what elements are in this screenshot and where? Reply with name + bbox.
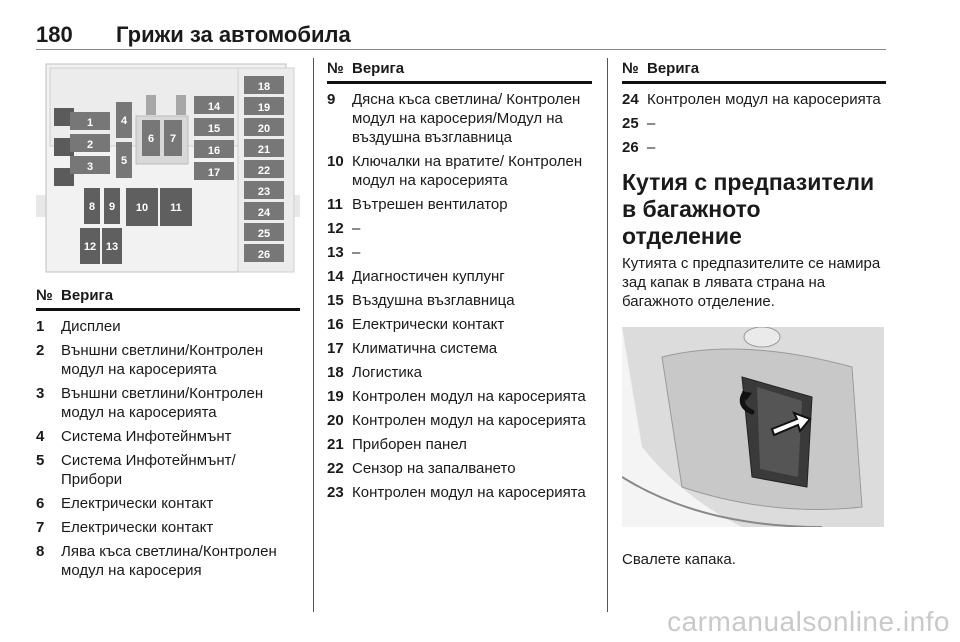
fuse-label: 9 <box>108 201 116 213</box>
fuse-17 <box>194 162 234 180</box>
fuse-15 <box>194 118 234 136</box>
fuse-14 <box>194 96 234 114</box>
fuse-label: 23 <box>257 186 271 198</box>
table-row <box>622 90 886 109</box>
fuse-25 <box>244 223 284 241</box>
circuit-description: Приборен панел <box>352 436 467 453</box>
fuse-number: 20 <box>327 412 344 429</box>
fuse-label: 26 <box>257 249 271 261</box>
fuse-number: 17 <box>327 340 344 357</box>
circuit-description: Система Инфотейнмънт <box>61 428 232 445</box>
fuse-7 <box>164 120 182 156</box>
circuit-description: Климатична система <box>352 340 498 357</box>
circuit-heading: Верига <box>647 60 700 77</box>
column-2 <box>327 60 592 507</box>
table-row <box>622 138 886 157</box>
fuse-2 <box>70 134 110 152</box>
fuse-11 <box>160 188 192 226</box>
fuse-number: 9 <box>327 91 336 108</box>
circuit-description: Контролен модул на каросерията <box>352 484 586 501</box>
column-divider-2 <box>607 58 608 612</box>
trunk-photo <box>622 327 884 527</box>
fuse-number: 3 <box>36 385 45 402</box>
circuit-heading: Верига <box>352 60 405 77</box>
watermark: carmanualsonline.info <box>667 606 950 637</box>
fuse-label: 17 <box>207 167 221 179</box>
table-header <box>327 60 592 84</box>
column-3 <box>622 60 886 568</box>
circuit-description: Диагностичен куплунг <box>352 268 505 285</box>
num-heading: № <box>622 60 639 77</box>
table-row <box>36 427 300 446</box>
table-row <box>36 384 300 422</box>
table-row <box>327 291 592 310</box>
circuit-description: Ключалки на вратите/ Контролен модул на каросерията <box>352 153 583 189</box>
table-row <box>327 219 592 238</box>
fuse-18 <box>244 76 284 94</box>
circuit-description: Сензор на запалването <box>352 460 516 477</box>
fuse-list-1 <box>36 317 300 580</box>
fuse-number: 4 <box>36 428 45 445</box>
fuse-list-2 <box>327 90 592 502</box>
fuse-8 <box>84 188 100 224</box>
fuse-number: 16 <box>327 316 344 333</box>
table-header <box>622 60 886 84</box>
table-row <box>327 267 592 286</box>
circuit-description: Логистика <box>352 364 423 381</box>
table-row <box>36 542 300 580</box>
fuse-label: 16 <box>207 145 221 157</box>
chapter-title: Грижи за автомобила <box>116 22 351 47</box>
fuse-number: 25 <box>622 115 639 132</box>
fuse-label: 19 <box>257 102 271 114</box>
fuse-label: 14 <box>207 101 221 113</box>
column-1 <box>36 60 300 585</box>
fuse-6 <box>142 120 160 156</box>
fuse-20 <box>244 118 284 136</box>
circuit-description: Контролен модул на каросерията <box>647 91 881 108</box>
fuse-number: 19 <box>327 388 344 405</box>
circuit-description: Система Инфотейнмънт/ Прибори <box>61 452 236 488</box>
circuit-description: – <box>352 244 361 261</box>
circuit-description: Електрически контакт <box>61 495 214 512</box>
fuse-number: 15 <box>327 292 344 309</box>
circuit-description: – <box>352 220 361 237</box>
fuse-label: 8 <box>88 201 96 213</box>
fuse-9 <box>104 188 120 224</box>
table-row <box>327 195 592 214</box>
num-heading: № <box>327 60 344 77</box>
fuse-12 <box>80 228 100 264</box>
table-row <box>327 387 592 406</box>
fuse-24 <box>244 202 284 220</box>
fuse-box-diagram <box>36 60 300 275</box>
section-text: Кутията с предпазителите се намира зад капак в лявата страна на багажното отделение. <box>622 255 881 310</box>
header-rule <box>36 49 886 50</box>
fuse-number: 26 <box>622 139 639 156</box>
fuse-1 <box>70 112 110 130</box>
fuse-list-3 <box>622 90 886 157</box>
fuse-label: 10 <box>135 202 149 214</box>
fuse-number: 7 <box>36 519 45 536</box>
table-row <box>327 435 592 454</box>
table-row <box>327 459 592 478</box>
photo-caption: Свалете капака. <box>622 551 736 568</box>
fuse-number: 18 <box>327 364 344 381</box>
table-header <box>36 287 300 311</box>
fuse-label: 21 <box>257 144 271 156</box>
circuit-description: Въздушна възглавница <box>352 292 515 309</box>
fuse-5 <box>116 142 132 178</box>
trunk-illustration <box>622 327 884 527</box>
circuit-description: Дисплеи <box>61 318 121 335</box>
fuse-label: 25 <box>257 228 271 240</box>
fuse-label: 7 <box>169 133 177 145</box>
fuse-22 <box>244 160 284 178</box>
table-row <box>327 243 592 262</box>
fuse-label: 2 <box>86 139 94 151</box>
fuse-number: 1 <box>36 318 45 335</box>
fuse-label: 24 <box>257 207 271 219</box>
circuit-description: Контролен модул на каросерията <box>352 388 586 405</box>
fuse-box-svg <box>36 60 300 275</box>
fuse-10 <box>126 188 158 226</box>
fuse-number: 8 <box>36 543 45 560</box>
fuse-26 <box>244 244 284 262</box>
table-row <box>327 152 592 190</box>
table-row <box>327 363 592 382</box>
fuse-number: 12 <box>327 220 344 237</box>
page-number: 180 <box>36 22 73 47</box>
section-title: Кутия с предпазители в багажното отделение <box>622 169 875 249</box>
column-divider-1 <box>313 58 314 612</box>
circuit-description: Външни светлини/Контролен модул на каросерията <box>61 385 264 421</box>
table-row <box>622 114 886 133</box>
fuse-number: 22 <box>327 460 344 477</box>
fuse-label: 5 <box>120 155 128 167</box>
circuit-description: – <box>647 115 656 132</box>
circuit-heading: Верига <box>61 287 114 304</box>
fuse-label: 3 <box>86 161 94 173</box>
fuse-13 <box>102 228 122 264</box>
table-row <box>36 451 300 489</box>
table-row <box>327 339 592 358</box>
table-row <box>36 317 300 336</box>
fuse-21 <box>244 139 284 157</box>
fuse-label: 11 <box>170 202 182 214</box>
table-row <box>327 90 592 147</box>
fuse-number: 2 <box>36 342 45 359</box>
fuse-label: 22 <box>257 165 271 177</box>
fuse-label: 13 <box>105 241 119 253</box>
fuse-label: 20 <box>257 123 271 135</box>
table-row <box>327 483 592 502</box>
num-heading: № <box>36 287 53 304</box>
table-row <box>327 411 592 430</box>
fuse-4 <box>116 102 132 138</box>
fuse-label: 18 <box>257 81 271 93</box>
table-row <box>327 315 592 334</box>
fuse-number: 21 <box>327 436 344 453</box>
fuse-label: 12 <box>83 241 97 253</box>
fuse-19 <box>244 97 284 115</box>
circuit-description: Външни светлини/Контролен модул на каросерията <box>61 342 264 378</box>
table-row <box>36 518 300 537</box>
fuse-number: 14 <box>327 268 344 285</box>
fuse-label: 1 <box>86 117 94 129</box>
fuse-number: 5 <box>36 452 45 469</box>
fuse-3 <box>70 156 110 174</box>
fuse-label: 15 <box>207 123 221 135</box>
fuse-23 <box>244 181 284 199</box>
circuit-description: Електрически контакт <box>61 519 214 536</box>
table-row <box>36 341 300 379</box>
page-header <box>36 22 886 52</box>
table-row <box>36 494 300 513</box>
fuse-16 <box>194 140 234 158</box>
fuse-number: 23 <box>327 484 344 501</box>
circuit-description: Лява къса светлина/Контролен модул на каросерия <box>61 543 277 579</box>
fuse-number: 11 <box>327 196 343 213</box>
circuit-description: – <box>647 139 656 156</box>
circuit-description: Вътрешен вентилатор <box>352 196 508 213</box>
circuit-description: Дясна къса светлина/ Контролен модул на каросерия/Модул на въздушна възглавница <box>352 91 581 146</box>
fuse-label: 4 <box>120 115 128 127</box>
fuse-number: 24 <box>622 91 639 108</box>
fuse-label: 6 <box>147 133 155 145</box>
circuit-description: Контролен модул на каросерията <box>352 412 586 429</box>
fuse-number: 6 <box>36 495 45 512</box>
fuse-number: 13 <box>327 244 344 261</box>
fuse-number: 10 <box>327 153 344 170</box>
circuit-description: Електрически контакт <box>352 316 505 333</box>
